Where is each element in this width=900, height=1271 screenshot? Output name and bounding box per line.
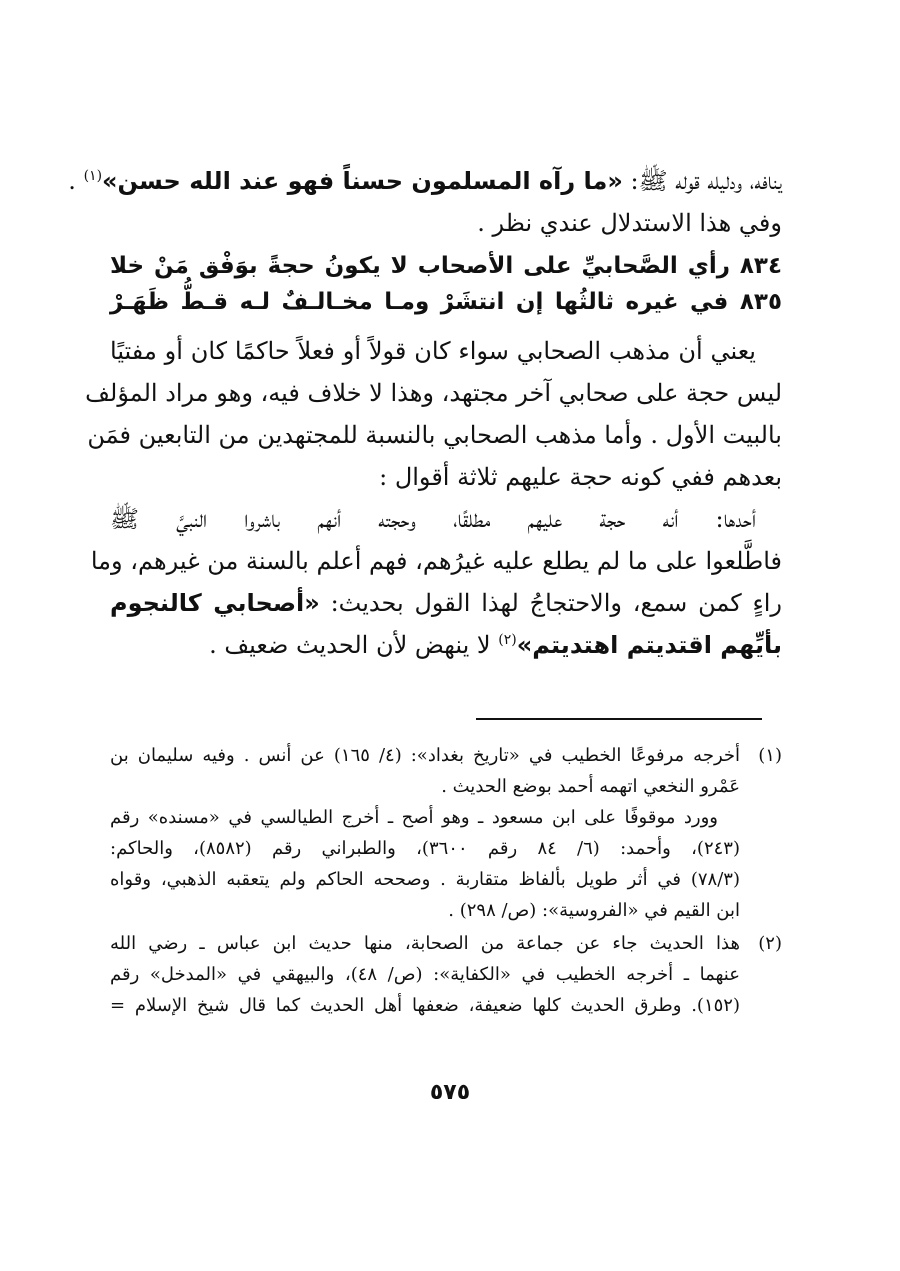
footnote-ref: (٢): [498, 632, 517, 648]
footnote: [110, 740, 782, 926]
commentary-paragraph: [90, 498, 782, 666]
footnote-number: (٢): [758, 933, 782, 954]
footnote-line: عنهما ـ أخرجه الخطيب في «الكفاية»: (ص/ ٤٨)، والبيهقي في «المدخل» رقم: [110, 964, 740, 985]
footnote-line: وورد موقوفًا على ابن مسعود ـ وهو أصح ـ أخرج الطيالسي في «مسنده» رقم: [110, 807, 718, 828]
footnote-line: ابن القيم في «الفروسية»: (ص/ ٢٩٨) .: [448, 900, 740, 921]
hadith-quote: «ما رآه المسلمون حسناً فهو عند الله حسن»: [102, 167, 623, 195]
text-line: [68, 160, 782, 202]
hadith-quote: «أصحابي كالنجوم: [110, 589, 320, 617]
footnote-ref: (١): [83, 168, 103, 184]
hadith-quote: بأيِّهم اقتديتم اهتديتم»: [516, 631, 782, 659]
text-line: [110, 582, 782, 624]
verse-line: ٨٣٥ في غيره ثالثُها إن انتشَرْ ومـا مخـالـفٌ لـه قـطُّ ظَهَـرْ: [110, 289, 782, 315]
footnote-line: عَمْرو النخعي اتهمه أحمد بوضع الحديث .: [441, 776, 740, 797]
text-line: ليس حجة على صحابي آخر مجتهد، وهذا لا خلاف فيه، وهو مراد المؤلف: [85, 379, 782, 407]
book-page: [68, 160, 782, 666]
footnote-line: (١٥٢). وطرق الحديث كلها ضعيفة، ضعفها أهل الحديث كما قال شيخ الإسلام =: [110, 995, 740, 1016]
footnotes: [110, 740, 782, 1023]
text-line: وفي هذا الاستدلال عندي نظر .: [477, 209, 782, 237]
text-line: بعدهم ففي كونه حجة عليهم ثلاثة أقوال :: [379, 463, 782, 491]
page-number: ٥٧٥: [429, 1080, 471, 1105]
footnote-line: أخرجه مرفوعًا الخطيب في «تاريخ بغداد»: (٤/ ١٦٥) عن أنس . وفيه سليمان بن: [110, 745, 741, 766]
footnote-line: (٧٨/٣) في أثر طويل بألفاظ متقاربة . وصححه الحاكم ولم يتعقبه الذهبي، وقواه: [110, 869, 740, 890]
text-line: فاطَّلعوا على ما لم يطلع عليه غيرُهم، فهم أعلم بالسنة من غيرهم، وما: [90, 547, 782, 575]
verse-block: [110, 248, 782, 320]
footnote: [110, 928, 782, 1021]
text-segment: راءٍ كمن سمع، والاحتجاجُ لهذا القول بحديث:: [319, 589, 782, 617]
text-segment: .: [68, 167, 84, 195]
commentary-paragraph: [85, 330, 782, 498]
verse-line: ٨٣٤ رأي الصَّحابيِّ على الأصحاب لا يكونُ حجةً بوَفْق مَنْ خلا: [110, 253, 782, 279]
footnote-line: هذا الحديث جاء عن جماعة من الصحابة، منها حديث ابن عباس ـ رضي الله: [110, 933, 740, 954]
text-line: يعني أن مذهب الصحابي سواء كان قولاً أو فعلاً حاكمًا كان أو مفتيًا: [110, 337, 756, 365]
text-line: [110, 624, 782, 666]
footnote-line: (٢٤٣)، وأحمد: (٦/ ٨٤ رقم ٣٦٠٠)، والطبراني رقم (٨٥٨٢)، والحاكم:: [110, 838, 740, 859]
footnote-separator: [476, 718, 762, 720]
footnote-number: (١): [758, 745, 782, 766]
text-segment: لا ينهض لأن الحديث ضعيف .: [209, 631, 499, 659]
text-line: أحدها: أنه حجة عليهم مطلقًا، وحجته أنهم باشروا النبيَّ ﷺ: [110, 505, 756, 533]
text-line: بالبيت الأول . وأما مذهب الصحابي بالنسبة للمجتهدين من التابعين فمَن: [87, 421, 782, 449]
main-text: [68, 160, 782, 244]
text-segment: ينافه، ودليله قوله ﷺ:: [622, 167, 782, 195]
